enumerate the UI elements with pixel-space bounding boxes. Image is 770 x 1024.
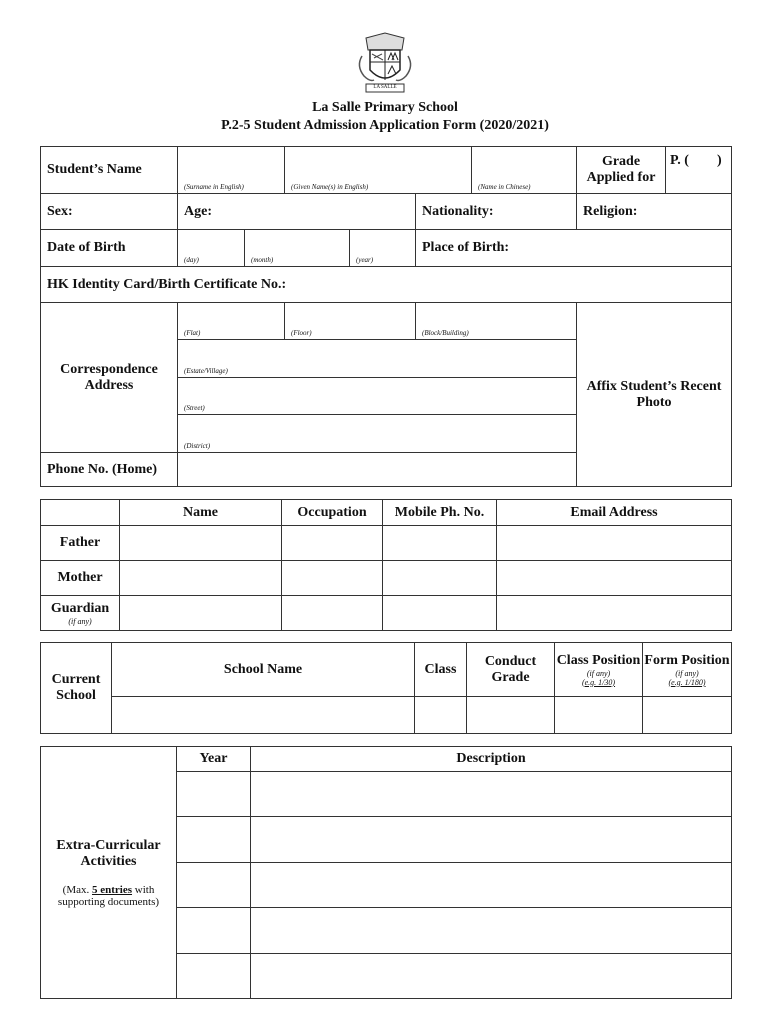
estate-hint: (Estate/Village) [184,367,228,375]
chinese-name-hint: (Name in Chinese) [478,183,531,191]
month-hint: (month) [251,256,274,264]
class-header: Class [415,643,467,697]
guardian-mobile-field[interactable] [383,596,497,631]
eca-year-field[interactable] [177,908,251,954]
school-name: La Salle Primary School [312,100,458,115]
student-info-table [40,146,732,487]
eca-label: Extra-Curricular Activities [56,837,161,869]
father-occupation-field[interactable] [282,526,383,561]
school-name-field[interactable] [112,697,415,734]
block-field[interactable] [416,303,577,340]
form-title: P.2-5 Student Admission Application Form (2020/2021) [221,118,549,133]
day-hint: (day) [184,256,199,264]
mother-email-field[interactable] [497,561,732,596]
class-position-note: (if any) [586,668,611,678]
guardian-email-field[interactable] [497,596,732,631]
guardian-occupation-field[interactable] [282,596,383,631]
eca-note-prefix: (Max. [62,883,92,896]
mother-label: Mother [41,561,120,596]
eca-table [40,746,732,999]
school-name-header: School Name [112,643,415,697]
street-hint: (Street) [184,404,205,412]
guardian-note: (if any) [68,616,92,626]
guardian-name-field[interactable] [120,596,282,631]
eca-note-max: 5 entries [92,883,133,896]
email-header: Email Address [497,500,732,526]
year-header: Year [177,747,251,772]
dob-label: Date of Birth [41,230,178,267]
given-name-hint: (Given Name(s) in English) [291,183,369,191]
sex-label[interactable]: Sex: [41,194,178,230]
dob-day-field[interactable] [178,230,245,267]
year-hint: (year) [356,256,374,264]
eca-note [41,884,176,908]
eca-label-cell [41,747,177,999]
surname-hint: (Surname in English) [184,183,244,191]
age-label[interactable]: Age: [178,194,416,230]
occupation-header: Occupation [282,500,383,526]
form-position-note: (if any) [675,668,699,678]
eca-description-field[interactable] [251,863,732,908]
parent-name-header: Name [120,500,282,526]
photo-box: Affix Student’s Recent Photo [577,303,732,487]
conduct-field[interactable] [467,697,555,734]
eca-description-field[interactable] [251,908,732,954]
class-position-example: (e.g. 1/30) [581,677,616,687]
parents-table [40,499,732,631]
class-position-header: Class Position [556,652,641,668]
flat-hint: (Flat) [184,329,201,337]
form-position-cell [643,643,732,697]
father-name-field[interactable] [120,526,282,561]
grade-field[interactable]: P. ( ) [666,147,732,194]
chinese-name-field[interactable] [472,147,577,194]
pob-label[interactable]: Place of Birth: [416,230,732,267]
estate-field[interactable] [178,340,577,378]
eca-description-field[interactable] [251,772,732,817]
current-school-table [40,642,732,734]
dob-year-field[interactable] [350,230,416,267]
mother-name-field[interactable] [120,561,282,596]
crest-banner-text: LA SALLE [373,85,397,90]
flat-field[interactable] [178,303,285,340]
given-name-field[interactable] [285,147,472,194]
mobile-header: Mobile Ph. No. [383,500,497,526]
guardian-label: Guardian [50,600,110,616]
form-position-header: Form Position [644,652,730,668]
eca-description-field[interactable] [251,954,732,999]
father-label: Father [41,526,120,561]
phone-label: Phone No. (Home) [41,453,178,487]
district-hint: (District) [184,442,211,450]
mother-occupation-field[interactable] [282,561,383,596]
form-position-field[interactable] [643,697,732,734]
surname-field[interactable] [178,147,285,194]
floor-field[interactable] [285,303,416,340]
school-crest-icon [352,30,418,94]
class-position-field[interactable] [555,697,643,734]
father-email-field[interactable] [497,526,732,561]
address-label: Correspondence Address [41,303,178,453]
class-field[interactable] [415,697,467,734]
nationality-label[interactable]: Nationality: [416,194,577,230]
eca-year-field[interactable] [177,817,251,863]
eca-year-field[interactable] [177,772,251,817]
father-mobile-field[interactable] [383,526,497,561]
dob-month-field[interactable] [245,230,350,267]
block-hint: (Block/Building) [422,329,469,337]
eca-description-field[interactable] [251,817,732,863]
grade-label: Grade Applied for [577,147,666,194]
guardian-cell [41,596,120,631]
current-school-label: Current School [41,643,112,734]
description-header: Description [251,747,732,772]
student-name-label: Student’s Name [41,147,178,194]
class-position-cell [555,643,643,697]
floor-hint: (Floor) [291,329,312,337]
religion-label[interactable]: Religion: [577,194,732,230]
phone-field[interactable] [178,453,577,487]
form-position-example: (e.g. 1/180) [668,677,706,687]
conduct-header: Conduct Grade [467,643,555,697]
street-field[interactable] [178,378,577,415]
mother-mobile-field[interactable] [383,561,497,596]
hkid-label[interactable]: HK Identity Card/Birth Certificate No.: [41,267,732,303]
district-field[interactable] [178,415,577,453]
eca-note-suffix: with supporting documents) [57,883,160,908]
eca-year-field[interactable] [177,954,251,999]
eca-year-field[interactable] [177,863,251,908]
